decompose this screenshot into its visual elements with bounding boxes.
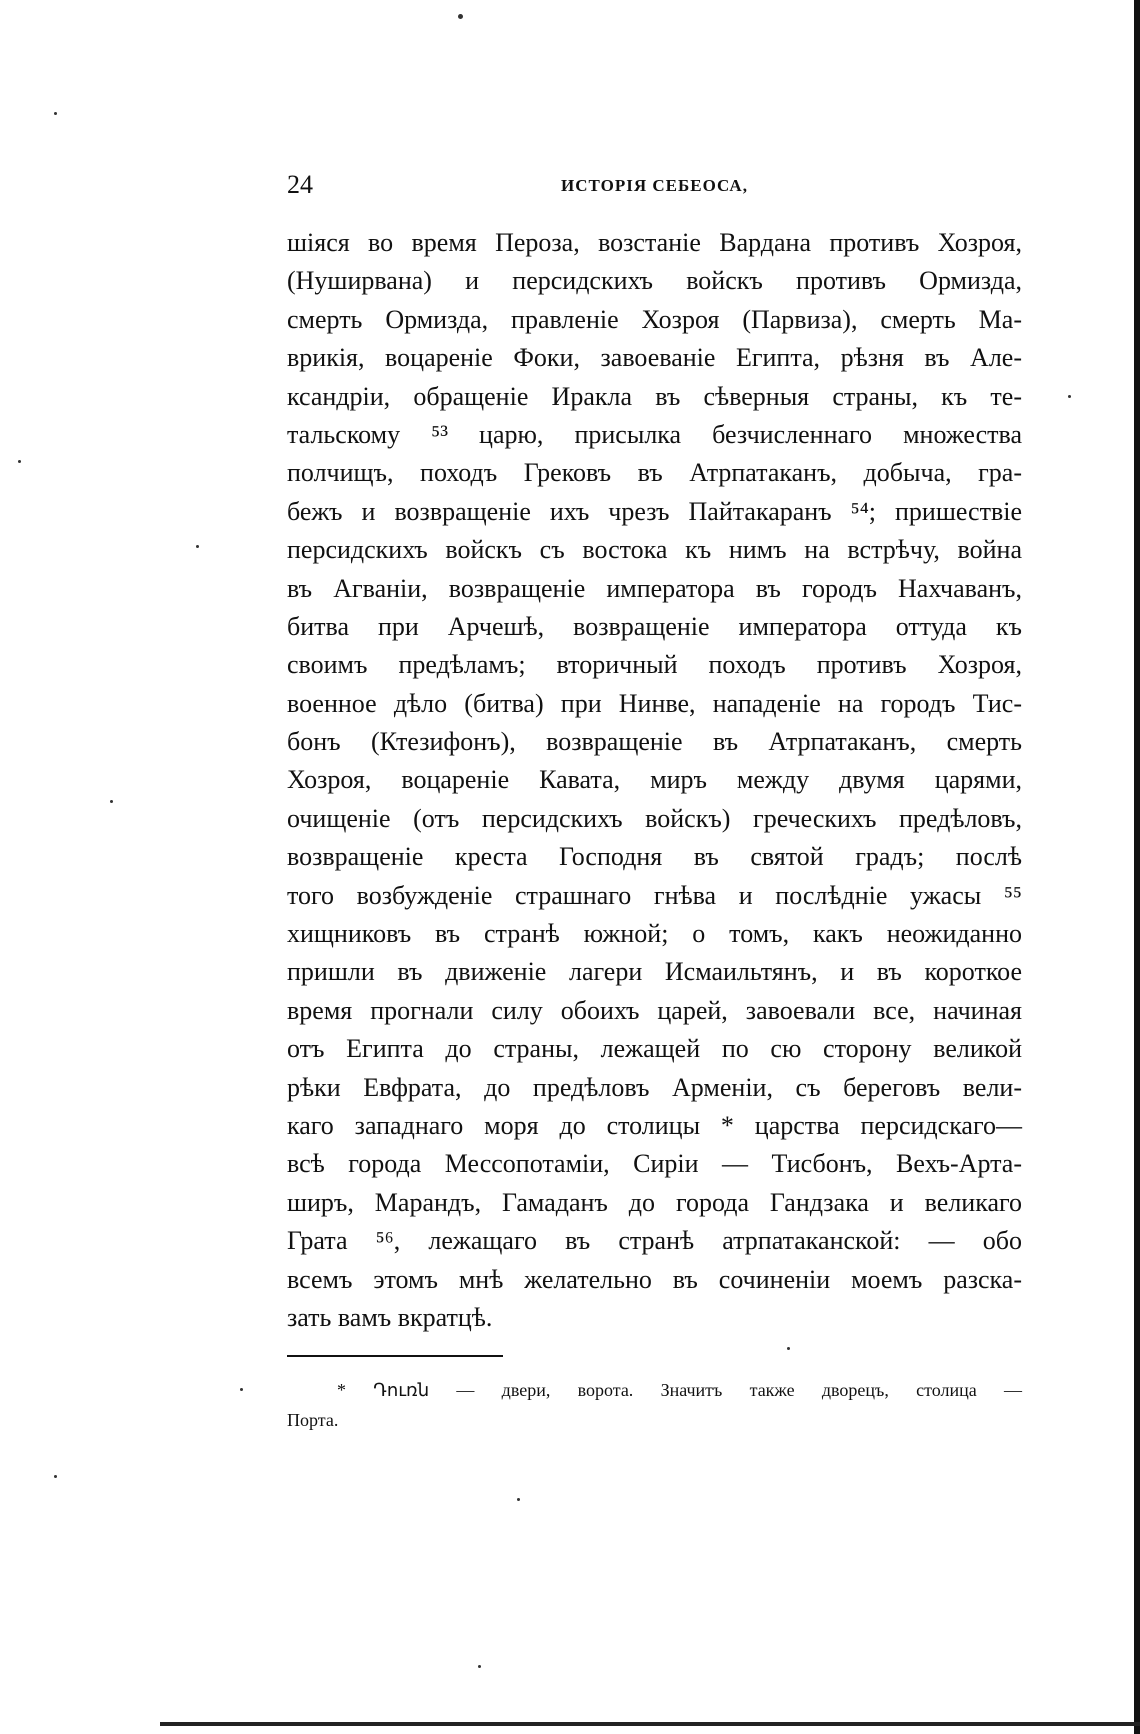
scan-speck bbox=[787, 1347, 790, 1350]
running-title: ИСТОРІЯ СЕБЕОСА, bbox=[561, 176, 748, 195]
text-line: бежъ и возвращеніе ихъ чрезъ Пайтакаранъ ⁵⁴; пришествіе bbox=[287, 496, 1022, 526]
footnote-line: * Դուռն — двери, ворота. Значитъ также дворецъ, столица — bbox=[337, 1380, 1022, 1400]
text-line: каго западнаго моря до столицы * царства персидскаго— bbox=[287, 1110, 1022, 1140]
text-line: въ Агваніи, возвращеніе императора въ городъ Нахчаванъ, bbox=[287, 573, 1022, 603]
page-number: 24 bbox=[287, 170, 313, 199]
scan-speck bbox=[196, 545, 199, 548]
text-line: пришли въ движеніе лагери Исмаильтянъ, и въ короткое bbox=[287, 957, 1022, 987]
text-line: персидскихъ войскъ съ востока къ нимъ на встрѣчу, война bbox=[287, 535, 1022, 565]
text-line: Грата ⁵⁶, лежащаго въ странѣ атрпатаканской: — обо bbox=[287, 1226, 1022, 1256]
scan-speck bbox=[240, 1388, 243, 1391]
text-line: рѣки Евфрата, до предѣловъ Арменіи, съ береговъ вели- bbox=[287, 1072, 1022, 1102]
scan-speck bbox=[458, 14, 463, 19]
body-text bbox=[287, 224, 1022, 1337]
scan-speck bbox=[54, 1475, 57, 1478]
page-header bbox=[287, 170, 1022, 210]
text-line: смерть Ормизда, правленіе Хозроя (Парвиза), смерть Ма- bbox=[287, 304, 1022, 334]
scan-speck bbox=[18, 460, 21, 463]
text-line: всѣ города Мессопотаміи, Сиріи — Тисбонъ, Вехъ-Арта- bbox=[287, 1149, 1022, 1179]
text-line: шіяся во время Пероза, возстаніе Вардана противъ Хозроя, bbox=[287, 228, 1022, 257]
page-edge-rule bbox=[1134, 0, 1140, 1734]
scan-speck bbox=[110, 800, 113, 803]
footnote-separator bbox=[287, 1355, 503, 1357]
text-line: хищниковъ въ странѣ южной; о томъ, какъ неожиданно bbox=[287, 919, 1022, 949]
text-line: своимъ предѣламъ; вторичный походъ противъ Хозроя, bbox=[287, 650, 1022, 680]
text-line: тальскому ⁵³ царю, присылка безчисленнаго множества bbox=[287, 419, 1022, 449]
text-line: того возбужденіе страшнаго гнѣва и послѣдніе ужасы ⁵⁵ bbox=[287, 880, 1022, 910]
text-line: Хозроя, воцареніе Кавата, миръ между двумя царями, bbox=[287, 765, 1022, 795]
text-line: возвращеніе креста Господня въ святой градъ; послѣ bbox=[287, 842, 1022, 872]
footnote-line: Порта. bbox=[287, 1410, 339, 1430]
footnote bbox=[287, 1375, 1022, 1435]
text-line: отъ Египта до страны, лежащей по сю сторону великой bbox=[287, 1034, 1022, 1064]
text-line: ширъ, Марандъ, Гамаданъ до города Гандзака и великаго bbox=[287, 1187, 1022, 1217]
text-line: полчищъ, походъ Грековъ въ Атрпатаканъ, добыча, гра- bbox=[287, 458, 1022, 488]
text-line: военное дѣло (битва) при Нинве, нападеніе на городъ Тис- bbox=[287, 688, 1022, 718]
scan-speck bbox=[478, 1665, 481, 1668]
text-line: очищеніе (отъ персидскихъ войскъ) греческихъ предѣловъ, bbox=[287, 803, 1022, 833]
scan-speck bbox=[517, 1498, 520, 1501]
text-line-last: зать вамъ вкратцѣ. bbox=[287, 1302, 493, 1332]
text-line: бонъ (Ктезифонъ), возвращеніе въ Атрпатаканъ, смерть bbox=[287, 727, 1022, 757]
text-line: время прогнали силу обоихъ царей, завоевали все, начиная bbox=[287, 995, 1022, 1025]
text-line: битва при Арчешѣ, возвращеніе императора оттуда къ bbox=[287, 611, 1022, 641]
scan-speck bbox=[54, 112, 57, 115]
text-line: всемъ этомъ мнѣ желательно въ сочиненіи моемъ разска- bbox=[287, 1264, 1022, 1294]
text-line: врикія, воцареніе Фоки, завоеваніе Египта, рѣзня въ Але- bbox=[287, 343, 1022, 373]
text-line: ксандріи, обращеніе Иракла въ сѣверныя страны, къ те- bbox=[287, 381, 1022, 411]
scan-speck bbox=[1068, 395, 1071, 398]
page-bottom-rule bbox=[160, 1722, 1140, 1726]
text-line: (Нуширвана) и персидскихъ войскъ противъ Ормизда, bbox=[287, 266, 1022, 296]
